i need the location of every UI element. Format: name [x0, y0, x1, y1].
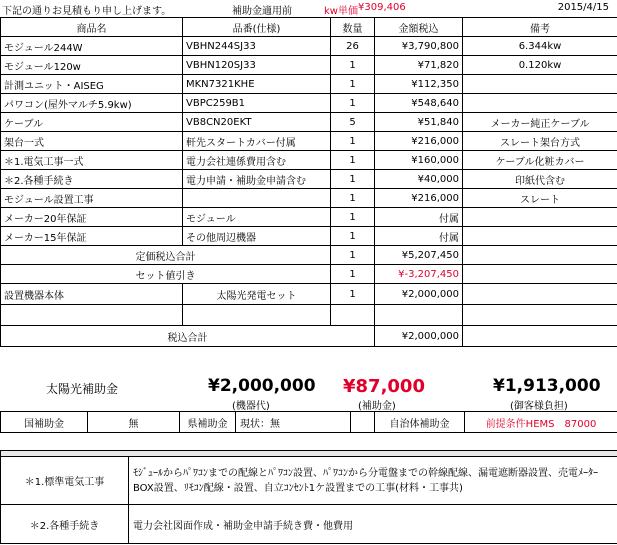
- remarks: [463, 208, 617, 227]
- remarks: [463, 94, 617, 113]
- amount: ¥216,000: [375, 132, 463, 151]
- amount: ¥160,000: [375, 151, 463, 170]
- note-row: [1, 457, 617, 505]
- quantity: 5: [331, 113, 375, 132]
- column-header-product: 商品名: [1, 18, 183, 37]
- equipment-row: [1, 284, 617, 305]
- table-row: [1, 170, 617, 189]
- remarks: 印紙代含む: [463, 170, 617, 189]
- model-number: VBHN120SJ33: [183, 56, 331, 75]
- equipment-remarks: [463, 284, 617, 305]
- notes-table: [0, 450, 617, 544]
- discount-label: セット値引き: [1, 265, 331, 284]
- amount: ¥40,000: [375, 170, 463, 189]
- grand-total-amount: ¥2,000,000: [375, 326, 463, 347]
- quantity: 1: [331, 227, 375, 246]
- note-label: ＊1.標準電気工事: [1, 457, 129, 505]
- list-total-amount: ¥5,207,450: [375, 246, 463, 265]
- national-subsidy-label: 国補助金: [1, 412, 88, 433]
- remarks: 0.120kw: [463, 56, 617, 75]
- table-row: [1, 227, 617, 246]
- local-subsidy-note: 前提条件HEMS 87000: [465, 412, 617, 433]
- local-subsidy-label: 自治体補助金: [375, 412, 465, 433]
- quantity: 1: [331, 151, 375, 170]
- list-total-remarks: [463, 246, 617, 265]
- remarks: スレート: [463, 189, 617, 208]
- model-number: 軒先スタートカバー付属: [183, 132, 331, 151]
- table-row: [1, 189, 617, 208]
- amount: ¥3,790,800: [375, 37, 463, 56]
- product-name: メーカー20年保証: [1, 208, 183, 227]
- quantity: 1: [331, 94, 375, 113]
- equipment-cost: ¥2,000,000: [208, 376, 316, 396]
- amount: ¥216,000: [375, 189, 463, 208]
- subsidy-amount: ¥87,000: [343, 376, 425, 397]
- prefecture-subsidy-status: 現状：無: [236, 412, 351, 433]
- model-number: VBPC259B1: [183, 94, 331, 113]
- note-text: 電力会社図面作成・補助金申請手続き費・他費用: [129, 505, 617, 544]
- kw-price-label: kw単価: [324, 6, 358, 17]
- amount: 付属: [375, 208, 463, 227]
- equipment-amount: ¥2,000,000: [375, 284, 463, 305]
- list-total-label: 定価税込合計: [1, 246, 331, 265]
- grand-total-label: 税込合計: [1, 326, 375, 347]
- amount: ¥112,350: [375, 75, 463, 94]
- remarks: [463, 227, 617, 246]
- intro-text: 下記の通りお見積もり申し上げます。: [2, 6, 172, 17]
- subsidy-title: 太陽光補助金: [46, 382, 119, 396]
- column-header-amount: 金額税込: [375, 18, 463, 37]
- product-name: モジュール244W: [1, 37, 183, 56]
- remarks: スレート架台方式: [463, 132, 617, 151]
- product-name: ケーブル: [1, 113, 183, 132]
- quantity: 26: [331, 37, 375, 56]
- quote-header: [0, 0, 617, 17]
- customer-cost: ¥1,913,000: [493, 376, 601, 396]
- remarks: [463, 75, 617, 94]
- table-row: [1, 37, 617, 56]
- column-header-model: 品番(仕様): [183, 18, 331, 37]
- subsidy-caption: (補助金): [358, 401, 396, 412]
- remarks: 6.344kw: [463, 37, 617, 56]
- discount-amount: ¥-3,207,450: [375, 265, 463, 284]
- prefecture-subsidy-label: 県補助金: [180, 412, 236, 433]
- table-row: [1, 208, 617, 227]
- remarks: メーカー純正ケーブル: [463, 113, 617, 132]
- model-number: 電力会社連係費用含む: [183, 151, 331, 170]
- list-total-qty: 1: [331, 246, 375, 265]
- quantity: 1: [331, 208, 375, 227]
- grand-total-remarks: [463, 326, 617, 347]
- column-header-qty: 数量: [331, 18, 375, 37]
- model-number: MKN7321KHE: [183, 75, 331, 94]
- product-name: モジュール120w: [1, 56, 183, 75]
- subsidy-before-label: 補助金適用前: [232, 6, 292, 17]
- list-total-row: [1, 246, 617, 265]
- table-row: [1, 151, 617, 170]
- model-number: VB8CN20EKT: [183, 113, 331, 132]
- model-number: 電力申請・補助金申請含む: [183, 170, 331, 189]
- discount-remarks: [463, 265, 617, 284]
- model-number: VBHN244SJ33: [183, 37, 331, 56]
- product-name: ＊2.各種手続き: [1, 170, 183, 189]
- product-name: ＊1.電気工事一式: [1, 151, 183, 170]
- grand-total-row: [1, 326, 617, 347]
- table-row: [1, 75, 617, 94]
- equipment-item: 太陽光発電セット: [183, 284, 331, 305]
- table-header-row: [1, 18, 617, 37]
- model-number: [183, 189, 331, 208]
- equipment-label: 設置機器本体: [1, 284, 183, 305]
- note-row: [1, 505, 617, 544]
- product-name: メーカー15年保証: [1, 227, 183, 246]
- remarks: ケーブル化粧カバー: [463, 151, 617, 170]
- blank-row: [1, 305, 617, 326]
- table-row: [1, 113, 617, 132]
- product-name: 架台一式: [1, 132, 183, 151]
- note-label: ＊2.各種手続き: [1, 505, 129, 544]
- quantity: 1: [331, 170, 375, 189]
- model-number: その他周辺機器: [183, 227, 331, 246]
- national-subsidy-value: 無: [88, 412, 180, 433]
- subsidy-info-table: [0, 411, 617, 433]
- product-name: 計測ユニット・AISEG: [1, 75, 183, 94]
- customer-caption: (御客様負担): [510, 401, 568, 412]
- discount-row: [1, 265, 617, 284]
- discount-qty: 1: [331, 265, 375, 284]
- subsidy-info-row: [1, 412, 617, 433]
- product-name: モジュール設置工事: [1, 189, 183, 208]
- product-name: パワコン(屋外マルチ5.9kw): [1, 94, 183, 113]
- table-row: [1, 94, 617, 113]
- amount: ¥548,640: [375, 94, 463, 113]
- table-row: [1, 132, 617, 151]
- kw-price-value: ¥309,406: [358, 2, 406, 13]
- quantity: 1: [331, 56, 375, 75]
- note-text: ﾓｼﾞｭｰﾙからﾊﾟﾜｺﾝまでの配線とﾊﾟﾜｺﾝ設置、ﾊﾟﾜｺﾝから分電盤までの幹線配線、漏電遮断器設置、売電ﾒｰﾀｰBOX設置、ﾘﾓｺﾝ配線・設置、自立ｺﾝｾﾝﾄ1ケ設置までの工事(材料・工事共): [129, 457, 617, 505]
- table-row: [1, 56, 617, 75]
- amount: ¥51,840: [375, 113, 463, 132]
- quote-table: [0, 17, 617, 347]
- model-number: モジュール: [183, 208, 331, 227]
- amount: ¥71,820: [375, 56, 463, 75]
- quantity: 1: [331, 75, 375, 94]
- subsidy-summary: [0, 376, 617, 410]
- quantity: 1: [331, 189, 375, 208]
- equipment-qty: 1: [331, 284, 375, 305]
- column-header-remarks: 備考: [463, 18, 617, 37]
- quantity: 1: [331, 132, 375, 151]
- equipment-caption: (機器代): [232, 401, 270, 412]
- quote-date: 2015/4/15: [557, 2, 609, 13]
- amount: 付属: [375, 227, 463, 246]
